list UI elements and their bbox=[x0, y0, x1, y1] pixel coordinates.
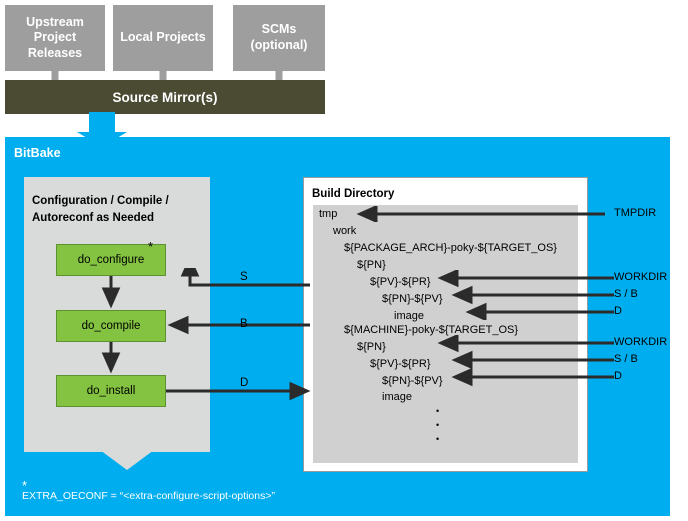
do-configure-footnote-star: * bbox=[148, 239, 154, 254]
arrows-workdir-group-1 bbox=[430, 270, 615, 320]
tree-item-work: work bbox=[333, 225, 357, 237]
footnote-text: EXTRA_OECONF = “<extra-configure-script-options>” bbox=[22, 490, 275, 502]
side-label-d-2: D bbox=[614, 370, 622, 382]
tree-item-pn-pv-1: ${PN}-${PV} bbox=[382, 293, 443, 305]
side-label-s-b-1: S / B bbox=[614, 288, 638, 300]
side-label-d-1: D bbox=[614, 305, 622, 317]
tree-item-pv-pr-2: ${PV}-${PR} bbox=[370, 358, 431, 370]
source-mirror-label: Source Mirror(s) bbox=[112, 89, 218, 105]
tree-item-image-1: image bbox=[394, 310, 424, 322]
tree-item-machine: ${MACHINE}-poky-${TARGET_OS} bbox=[344, 324, 519, 336]
tree-ellipsis-3: • bbox=[436, 434, 440, 444]
tree-item-pn-pv-2: ${PN}-${PV} bbox=[382, 375, 443, 387]
configuration-panel-title-line1: Configuration / Compile / bbox=[32, 195, 169, 207]
tree-item-pn-1: ${PN} bbox=[357, 259, 386, 271]
source-box-label: Upstream Project Releases bbox=[26, 14, 84, 60]
task-label: do_install bbox=[86, 385, 136, 397]
tree-ellipsis-1: • bbox=[436, 406, 440, 416]
footnote-star: * bbox=[22, 478, 28, 493]
task-label: do_compile bbox=[81, 320, 141, 332]
configuration-panel-title-line2: Autoreconf as Needed bbox=[32, 211, 155, 224]
tree-item-pn-2: ${PN} bbox=[357, 341, 386, 353]
side-label-workdir-2: WORKDIR bbox=[614, 336, 668, 348]
arrow-compile-to-install bbox=[96, 340, 136, 380]
edge-label-b: B bbox=[240, 318, 248, 330]
arrow-configure-to-compile bbox=[96, 274, 136, 314]
tree-item-image-2: image bbox=[382, 391, 412, 403]
arrow-tmpdir bbox=[355, 206, 610, 222]
side-label-workdir-1: WORKDIR bbox=[614, 271, 668, 283]
source-box-label: SCMs (optional) bbox=[250, 22, 308, 52]
bitbake-title: BitBake bbox=[14, 146, 61, 160]
source-box-label: Local Projects bbox=[120, 30, 206, 45]
tree-item-tmp: tmp bbox=[319, 208, 338, 220]
tree-ellipsis-2: • bbox=[436, 420, 440, 430]
source-mirror-box bbox=[5, 80, 325, 114]
tree-item-package-arch: ${PACKAGE_ARCH}-poky-${TARGET_OS} bbox=[344, 242, 557, 254]
task-box-do-compile[interactable] bbox=[56, 310, 166, 342]
side-label-tmpdir: TMPDIR bbox=[614, 207, 657, 219]
configuration-panel-title bbox=[32, 193, 207, 226]
arrows-workdir-group-2 bbox=[430, 335, 615, 401]
build-directory-title: Build Directory bbox=[312, 188, 395, 200]
task-label: do_configure bbox=[77, 254, 145, 266]
edge-label-s: S bbox=[240, 271, 248, 283]
side-label-s-b-2: S / B bbox=[614, 353, 638, 365]
edge-label-d: D bbox=[240, 377, 249, 389]
tree-item-pv-pr-1: ${PV}-${PR} bbox=[370, 276, 431, 288]
configuration-panel-notch bbox=[24, 450, 210, 472]
